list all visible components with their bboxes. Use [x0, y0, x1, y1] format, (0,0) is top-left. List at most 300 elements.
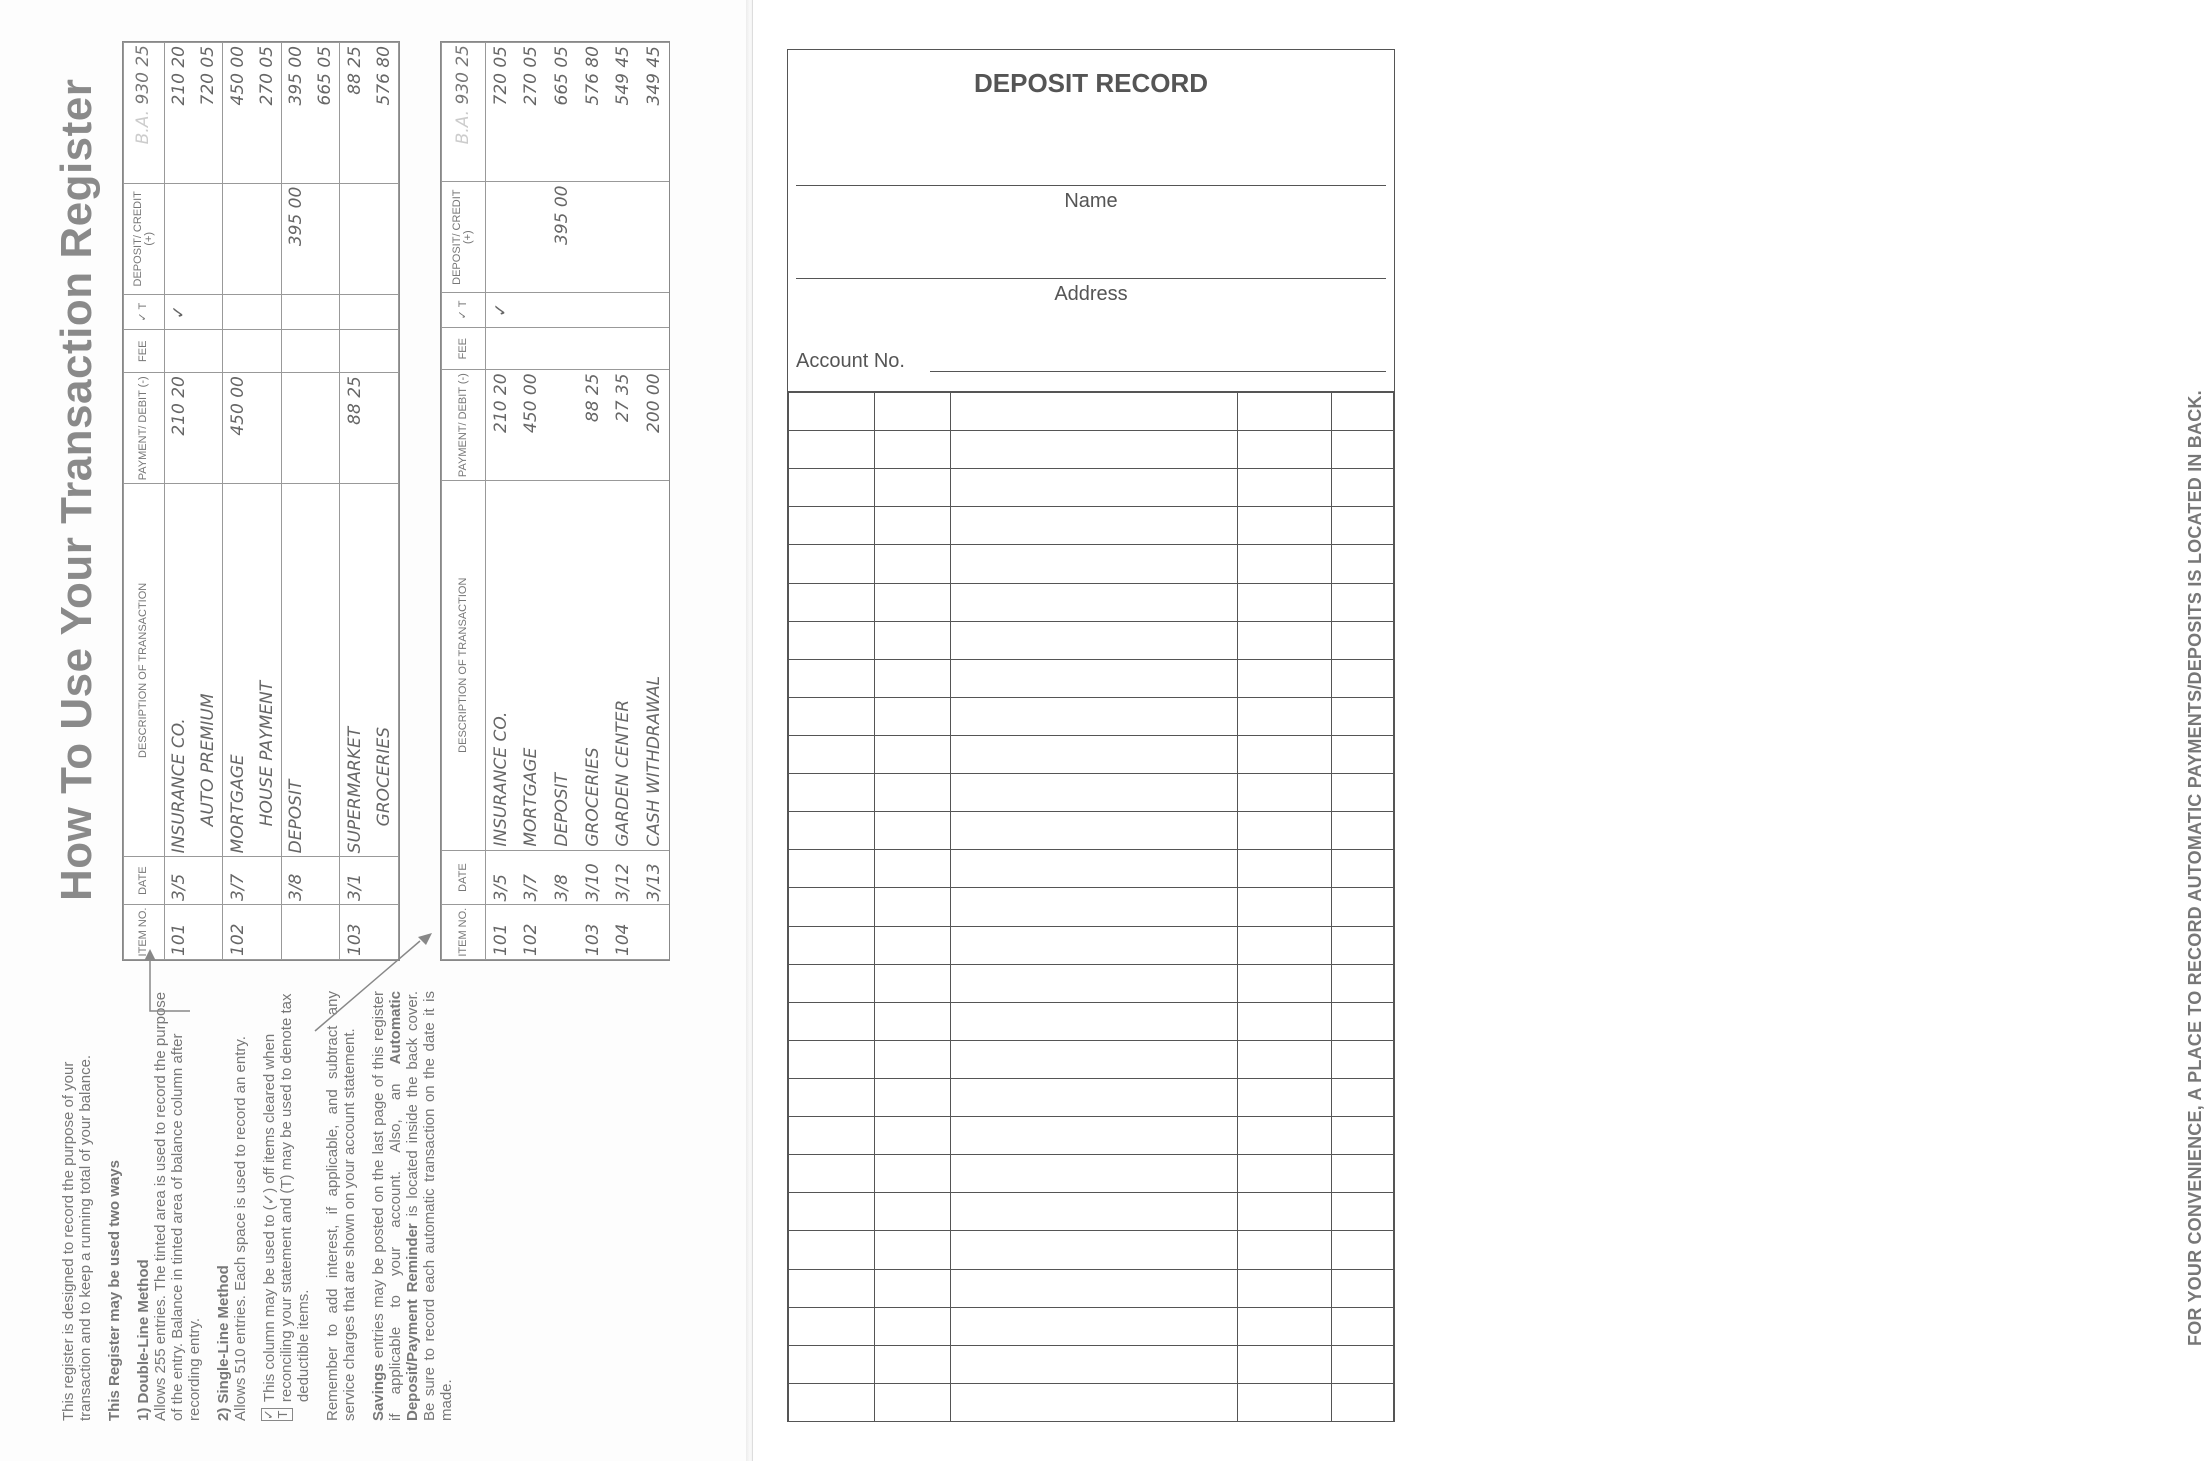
- cell-fee: [485, 328, 516, 370]
- deposit-grid-cell[interactable]: [875, 774, 951, 812]
- deposit-grid-cell[interactable]: [951, 812, 1237, 850]
- deposit-grid-cell[interactable]: [951, 735, 1237, 773]
- register-row: [516, 43, 547, 960]
- cell-desc-value: GROCERIES: [582, 747, 603, 847]
- deposit-grid-cell[interactable]: [951, 659, 1237, 697]
- deposit-grid-cell[interactable]: [875, 621, 951, 659]
- deposit-grid-cell[interactable]: [1331, 1002, 1393, 1040]
- deposit-grid-cell[interactable]: [1331, 926, 1393, 964]
- deposit-grid-row: [789, 659, 1394, 697]
- cell-dep: [340, 183, 369, 294]
- left-page-rotated-content: [0, 0, 748, 1461]
- method2-text: Allows 510 entries. Each space is used to record an entry.: [232, 1036, 249, 1421]
- deposit-grid-cell[interactable]: [1237, 659, 1331, 697]
- cell-desc-value: INSURANCE CO.: [490, 711, 511, 847]
- cell-dep: [608, 182, 639, 292]
- deposit-grid-cell[interactable]: [951, 1269, 1237, 1307]
- cell-desc-value: DEPOSIT: [552, 772, 572, 847]
- deposit-grid-cell[interactable]: [789, 1078, 875, 1116]
- cell-date-value: 3/7: [521, 874, 542, 902]
- deposit-grid-cell[interactable]: [875, 1002, 951, 1040]
- deposit-grid-cell[interactable]: [1331, 1155, 1393, 1193]
- deposit-grid-cell[interactable]: [1331, 1193, 1393, 1231]
- deposit-grid-cell[interactable]: [951, 621, 1237, 659]
- deposit-grid-row: [789, 735, 1394, 773]
- cell-dep-cents: 00: [286, 186, 307, 209]
- deposit-grid-cell[interactable]: [1331, 1117, 1393, 1155]
- deposit-grid-cell[interactable]: [1331, 659, 1393, 697]
- deposit-grid-row: [789, 1307, 1394, 1345]
- deposit-grid-cell[interactable]: [875, 545, 951, 583]
- cell-desc: [223, 484, 252, 857]
- cell-desc: [369, 484, 398, 857]
- deposit-grid-cell[interactable]: [789, 964, 875, 1002]
- deposit-grid-cell[interactable]: [789, 812, 875, 850]
- cell-balance-value: 576: [582, 73, 603, 106]
- cell-balance-value: 576: [373, 73, 394, 106]
- cell-pay: [311, 373, 340, 484]
- deposit-grid-cell[interactable]: [875, 431, 951, 469]
- register-row: [577, 43, 608, 960]
- cell-desc: [194, 484, 223, 857]
- deposit-grid-cell[interactable]: [1331, 393, 1393, 431]
- deposit-grid-cell[interactable]: [951, 1078, 1237, 1116]
- deposit-grid-row: [789, 621, 1394, 659]
- cell-balance-cents: 05: [552, 46, 572, 68]
- check-column-text: This column may be used to (✓) off items cleared when reconciling your statement and (T) may be used to denote tax deductible items.: [261, 993, 312, 1403]
- deposit-grid-row: [789, 583, 1394, 621]
- deposit-grid-row: [789, 1383, 1394, 1421]
- deposit-grid-cell[interactable]: [951, 888, 1237, 926]
- cell-desc: [252, 484, 281, 857]
- deposit-grid-cell[interactable]: [789, 735, 875, 773]
- deposit-grid-cell[interactable]: [789, 1040, 875, 1078]
- cell-item-value: 104: [613, 923, 634, 956]
- deposit-grid-cell[interactable]: [1331, 1231, 1393, 1269]
- deposit-grid-cell[interactable]: [1331, 621, 1393, 659]
- cell-pay-value: 210: [169, 403, 190, 436]
- name-line[interactable]: [796, 185, 1386, 186]
- cell-fee: [547, 328, 578, 370]
- cell-balance-value: 395: [286, 73, 307, 106]
- cell-balance-value: 549: [613, 73, 634, 106]
- cell-dep: [281, 183, 310, 294]
- deposit-grid-cell[interactable]: [875, 1040, 951, 1078]
- deposit-grid-cell[interactable]: [1237, 926, 1331, 964]
- cell-item: [608, 905, 639, 960]
- deposit-grid-cell[interactable]: [875, 697, 951, 735]
- cell-dep-value: 395: [286, 213, 307, 247]
- deposit-grid-cell[interactable]: [789, 1231, 875, 1269]
- cell-balance: [223, 43, 252, 184]
- deposit-grid-cell[interactable]: [951, 1193, 1237, 1231]
- cell-date-value: 3/8: [552, 874, 572, 902]
- deposit-grid-cell[interactable]: [789, 1269, 875, 1307]
- deposit-grid-cell[interactable]: [1237, 697, 1331, 735]
- cell-pay-value: 88: [582, 400, 603, 423]
- cell-item: [577, 905, 608, 960]
- header-deposit: DEPOSIT/ CREDIT (+): [124, 183, 165, 294]
- cell-pay: [369, 373, 398, 484]
- deposit-grid-cell[interactable]: [875, 1078, 951, 1116]
- deposit-grid-row: [789, 812, 1394, 850]
- deposit-grid-cell[interactable]: [789, 850, 875, 888]
- deposit-grid-cell[interactable]: [1237, 1117, 1331, 1155]
- deposit-grid-cell[interactable]: [1237, 393, 1331, 431]
- deposit-grid-cell[interactable]: [1237, 1002, 1331, 1040]
- deposit-grid-cell[interactable]: [951, 545, 1237, 583]
- deposit-grid-cell[interactable]: [789, 1307, 875, 1345]
- cell-desc-value: HOUSE PAYMENT: [256, 680, 277, 827]
- deposit-grid-cell[interactable]: [951, 393, 1237, 431]
- register-row: [223, 43, 252, 960]
- deposit-grid-cell[interactable]: [875, 812, 951, 850]
- deposit-grid-cell[interactable]: [1237, 1231, 1331, 1269]
- cell-pay-value: 27: [613, 400, 634, 423]
- deposit-grid-cell[interactable]: [1331, 1345, 1393, 1383]
- deposit-grid-cell[interactable]: [1331, 888, 1393, 926]
- arrow-to-single-line-icon: [300, 901, 460, 1041]
- cell-balance-cents: 00: [286, 46, 307, 68]
- remember-text: Remember to add interest, if applicable, and subtract any service charges that are shown on your account statement.: [324, 991, 358, 1421]
- deposit-grid-cell[interactable]: [875, 393, 951, 431]
- deposit-grid-cell[interactable]: [1237, 735, 1331, 773]
- cell-dep: [485, 182, 516, 292]
- deposit-grid-cell[interactable]: [951, 926, 1237, 964]
- side-note: FOR YOUR CONVENIENCE, A PLACE TO RECORD AUTOMATIC PAYMENTS/DEPOSITS IS LOCATED IN BACK.: [2185, 390, 2205, 1346]
- deposit-grid-cell[interactable]: [789, 1193, 875, 1231]
- cell-desc-value: SUPERMARKET: [344, 726, 365, 854]
- deposit-grid-cell[interactable]: [1331, 697, 1393, 735]
- page-title: How To Use Your Transaction Register: [52, 78, 101, 901]
- cell-pay-cents: 25: [582, 373, 603, 396]
- deposit-grid-row: [789, 393, 1394, 431]
- deposit-grid-cell[interactable]: [789, 583, 875, 621]
- deposit-grid-row: [789, 1193, 1394, 1231]
- cell-pay-value: 88: [344, 403, 365, 425]
- header-fee: FEE: [124, 330, 165, 373]
- cell-desc: [311, 484, 340, 857]
- register-row: [311, 43, 340, 960]
- deposit-grid-cell[interactable]: [1331, 545, 1393, 583]
- cell-pay: [340, 373, 369, 484]
- header-item: ITEM NO.: [124, 904, 165, 959]
- cell-balance-value: 270: [256, 73, 277, 106]
- deposit-grid-cell[interactable]: [1331, 850, 1393, 888]
- deposit-grid-cell[interactable]: [789, 697, 875, 735]
- deposit-grid-cell[interactable]: [875, 1117, 951, 1155]
- deposit-grid-cell[interactable]: [1331, 1269, 1393, 1307]
- deposit-grid-row: [789, 926, 1394, 964]
- cell-dep: [369, 183, 398, 294]
- deposit-grid-cell[interactable]: [875, 659, 951, 697]
- deposit-grid-cell[interactable]: [1237, 431, 1331, 469]
- method1-heading: 1) Double-Line Method: [135, 1259, 152, 1421]
- deposit-grid-cell[interactable]: [875, 1307, 951, 1345]
- cell-chk: [194, 294, 223, 329]
- cell-dep-value: 395: [552, 212, 572, 245]
- deposit-record-grid: [788, 391, 1394, 1422]
- deposit-grid-cell[interactable]: [875, 1269, 951, 1307]
- cell-balance-value: 349: [643, 73, 664, 106]
- balance-start-cents: 25: [452, 45, 473, 67]
- deposit-grid-cell[interactable]: [789, 469, 875, 507]
- deposit-grid-cell[interactable]: [875, 1231, 951, 1269]
- cell-item-value: 102: [521, 923, 542, 956]
- cell-desc: [638, 480, 669, 850]
- deposit-grid-cell[interactable]: [1237, 1269, 1331, 1307]
- deposit-grid-cell[interactable]: [1331, 774, 1393, 812]
- deposit-grid-cell[interactable]: [789, 659, 875, 697]
- deposit-grid-cell[interactable]: [1237, 850, 1331, 888]
- deposit-grid-cell[interactable]: [951, 1345, 1237, 1383]
- cell-desc-value: MORTGAGE: [521, 747, 542, 847]
- cell-desc: [608, 480, 639, 850]
- deposit-grid-cell[interactable]: [1237, 1078, 1331, 1116]
- deposit-grid-cell[interactable]: [1331, 1307, 1393, 1345]
- cell-balance: [340, 43, 369, 184]
- deposit-grid-cell[interactable]: [1237, 1307, 1331, 1345]
- intro-text: This register is designed to record the purpose of your transaction and to keep a running total of your balance.: [60, 1054, 94, 1421]
- cell-date-value: 3/12: [613, 863, 634, 902]
- deposit-grid-cell[interactable]: [951, 850, 1237, 888]
- cell-desc: [516, 480, 547, 850]
- account-number-label: Account No.: [796, 350, 905, 372]
- deposit-grid-cell[interactable]: [1331, 583, 1393, 621]
- deposit-grid-cell[interactable]: [1237, 1193, 1331, 1231]
- cell-chk-value: ✓: [169, 305, 190, 320]
- cell-balance: [577, 43, 608, 183]
- cell-chk: [638, 292, 669, 327]
- cell-balance: [547, 43, 578, 183]
- instructions: [60, 991, 467, 1421]
- deposit-grid-cell[interactable]: [951, 964, 1237, 1002]
- deposit-grid-row: [789, 697, 1394, 735]
- cell-date: [485, 850, 516, 905]
- header-desc: DESCRIPTION OF TRANSACTION: [124, 484, 165, 857]
- deposit-grid-cell[interactable]: [875, 964, 951, 1002]
- deposit-grid-cell[interactable]: [789, 393, 875, 431]
- cell-chk: [311, 294, 340, 329]
- deposit-grid-cell[interactable]: [875, 469, 951, 507]
- deposit-grid-cell[interactable]: [951, 1307, 1237, 1345]
- deposit-grid-cell[interactable]: [951, 583, 1237, 621]
- cell-dep: [577, 182, 608, 292]
- deposit-grid-cell[interactable]: [1237, 545, 1331, 583]
- register-row: [281, 43, 310, 960]
- deposit-grid-row: [789, 545, 1394, 583]
- register-row: [638, 43, 669, 960]
- register-table: [441, 42, 669, 960]
- cell-desc: [485, 480, 516, 850]
- deposit-grid-cell[interactable]: [875, 735, 951, 773]
- deposit-grid-cell[interactable]: [951, 1383, 1237, 1421]
- cell-pay-cents: 35: [613, 373, 634, 396]
- deposit-grid-cell[interactable]: [1237, 1383, 1331, 1421]
- cell-balance-cents: 05: [315, 46, 336, 68]
- deposit-grid-cell[interactable]: [1237, 812, 1331, 850]
- deposit-grid-cell[interactable]: [951, 1117, 1237, 1155]
- deposit-grid-cell[interactable]: [1237, 964, 1331, 1002]
- deposit-grid-row: [789, 1040, 1394, 1078]
- cell-balance: [252, 43, 281, 184]
- cell-balance-cents: 00: [227, 46, 248, 68]
- cell-pay: [638, 370, 669, 480]
- deposit-grid-cell[interactable]: [789, 545, 875, 583]
- deposit-grid-cell[interactable]: [1237, 1040, 1331, 1078]
- header-deposit: DEPOSIT/ CREDIT (+): [442, 182, 486, 292]
- deposit-grid-cell[interactable]: [951, 1040, 1237, 1078]
- address-line[interactable]: [796, 278, 1386, 279]
- cell-date: [577, 850, 608, 905]
- header-check: ✓ T: [124, 294, 165, 329]
- register-header-row: [442, 43, 486, 960]
- deposit-grid-cell[interactable]: [951, 1002, 1237, 1040]
- header-desc: DESCRIPTION OF TRANSACTION: [442, 480, 486, 850]
- deposit-grid-cell[interactable]: [1331, 812, 1393, 850]
- deposit-grid-cell[interactable]: [875, 1345, 951, 1383]
- deposit-grid-cell[interactable]: [1237, 888, 1331, 926]
- cell-dep: [223, 183, 252, 294]
- deposit-grid-cell[interactable]: [1237, 774, 1331, 812]
- single-line-register-example: [440, 41, 670, 961]
- cell-balance: [281, 43, 310, 184]
- deposit-grid-cell[interactable]: [789, 1155, 875, 1193]
- deposit-grid-cell[interactable]: [875, 888, 951, 926]
- deposit-grid-table: [788, 392, 1394, 1422]
- deposit-grid-cell[interactable]: [875, 1193, 951, 1231]
- deposit-grid-cell[interactable]: [1237, 621, 1331, 659]
- deposit-grid-row: [789, 431, 1394, 469]
- deposit-grid-cell[interactable]: [875, 507, 951, 545]
- register-row: [369, 43, 398, 960]
- cell-chk: [252, 294, 281, 329]
- deposit-record-title: DEPOSIT RECORD: [973, 68, 1209, 98]
- cell-balance: [369, 43, 398, 184]
- cell-fee: [311, 330, 340, 373]
- cell-item-value: 102: [227, 923, 248, 956]
- cell-chk: [547, 292, 578, 327]
- deposit-grid-cell[interactable]: [1331, 1040, 1393, 1078]
- cell-balance: [608, 43, 639, 183]
- deposit-grid-cell[interactable]: [1237, 469, 1331, 507]
- cell-date: [608, 850, 639, 905]
- deposit-grid-cell[interactable]: [951, 774, 1237, 812]
- deposit-grid-row: [789, 888, 1394, 926]
- cell-pay-value: 450: [521, 400, 542, 433]
- cell-fee: [281, 330, 310, 373]
- cell-balance-cents: 05: [521, 46, 542, 68]
- cell-balance-value: 665: [552, 73, 572, 106]
- cell-balance-value: 720: [490, 73, 511, 106]
- deposit-grid-row: [789, 1269, 1394, 1307]
- cell-chk: [281, 294, 310, 329]
- deposit-grid-row: [789, 469, 1394, 507]
- cell-pay-cents: 20: [490, 373, 511, 396]
- deposit-grid-cell[interactable]: [789, 1345, 875, 1383]
- deposit-grid-cell[interactable]: [1237, 1345, 1331, 1383]
- header-balance: [442, 43, 486, 183]
- savings-bold: Savings: [370, 1363, 387, 1421]
- cell-pay-value: 450: [227, 403, 248, 436]
- deposit-grid-cell[interactable]: [951, 469, 1237, 507]
- deposit-grid-cell[interactable]: [789, 507, 875, 545]
- cell-pay: [608, 370, 639, 480]
- cell-pay: [164, 373, 193, 484]
- balance-start-cents: 25: [133, 45, 154, 67]
- balance-start: 930: [452, 72, 473, 105]
- cell-pay-cents: 00: [227, 376, 248, 398]
- header-payment: PAYMENT/ DEBIT (-): [442, 370, 486, 480]
- cell-fee: [577, 328, 608, 370]
- balance-tint-label: B.A.: [133, 109, 154, 145]
- deposit-grid-cell[interactable]: [789, 774, 875, 812]
- cell-item-value: 103: [582, 923, 603, 956]
- deposit-grid-cell[interactable]: [1331, 1078, 1393, 1116]
- cell-fee: [638, 328, 669, 370]
- deposit-grid-cell[interactable]: [1331, 469, 1393, 507]
- deposit-grid-cell[interactable]: [1331, 735, 1393, 773]
- deposit-grid-row: [789, 507, 1394, 545]
- cell-pay: [516, 370, 547, 480]
- cell-date-value: 3/5: [169, 873, 190, 901]
- deposit-grid-cell[interactable]: [875, 926, 951, 964]
- deposit-grid-cell[interactable]: [1331, 964, 1393, 1002]
- header-payment: PAYMENT/ DEBIT (-): [124, 373, 165, 484]
- deposit-grid-cell[interactable]: [875, 1383, 951, 1421]
- deposit-grid-cell[interactable]: [1331, 431, 1393, 469]
- deposit-grid-cell[interactable]: [1331, 507, 1393, 545]
- deposit-grid-cell[interactable]: [875, 850, 951, 888]
- deposit-grid-cell[interactable]: [1237, 1155, 1331, 1193]
- register-row: [485, 43, 516, 960]
- deposit-grid-cell[interactable]: [951, 507, 1237, 545]
- cell-pay: [252, 373, 281, 484]
- cell-date-value: 3/8: [286, 873, 307, 901]
- deposit-grid-cell[interactable]: [789, 1117, 875, 1155]
- deposit-grid-cell[interactable]: [951, 1155, 1237, 1193]
- deposit-grid-cell[interactable]: [1331, 1383, 1393, 1421]
- account-number-line[interactable]: [930, 371, 1386, 372]
- cell-item-value: 103: [344, 923, 365, 956]
- cell-item: [485, 905, 516, 960]
- savings-note: [370, 991, 455, 1421]
- deposit-grid-row: [789, 1345, 1394, 1383]
- deposit-grid-cell[interactable]: [1237, 507, 1331, 545]
- cell-desc: [164, 484, 193, 857]
- deposit-grid-cell[interactable]: [789, 1383, 875, 1421]
- header-check: ✓ T: [442, 292, 486, 327]
- deposit-grid-cell[interactable]: [1237, 583, 1331, 621]
- register-row: [164, 43, 193, 960]
- deposit-grid-cell[interactable]: [789, 431, 875, 469]
- cell-pay-cents: 00: [643, 373, 664, 396]
- deposit-grid-cell[interactable]: [875, 1155, 951, 1193]
- header-balance: [124, 43, 165, 184]
- cell-balance-cents: 05: [490, 46, 511, 68]
- deposit-grid-cell[interactable]: [789, 926, 875, 964]
- deposit-grid-cell[interactable]: [951, 697, 1237, 735]
- cell-balance-cents: 05: [198, 46, 218, 68]
- deposit-grid-cell[interactable]: [875, 583, 951, 621]
- deposit-grid-cell[interactable]: [789, 621, 875, 659]
- cell-pay-cents: 00: [521, 373, 542, 396]
- deposit-grid-cell[interactable]: [789, 888, 875, 926]
- deposit-grid-cell[interactable]: [951, 431, 1237, 469]
- cell-pay: [577, 370, 608, 480]
- deposit-grid-cell[interactable]: [951, 1231, 1237, 1269]
- deposit-grid-cell[interactable]: [789, 1002, 875, 1040]
